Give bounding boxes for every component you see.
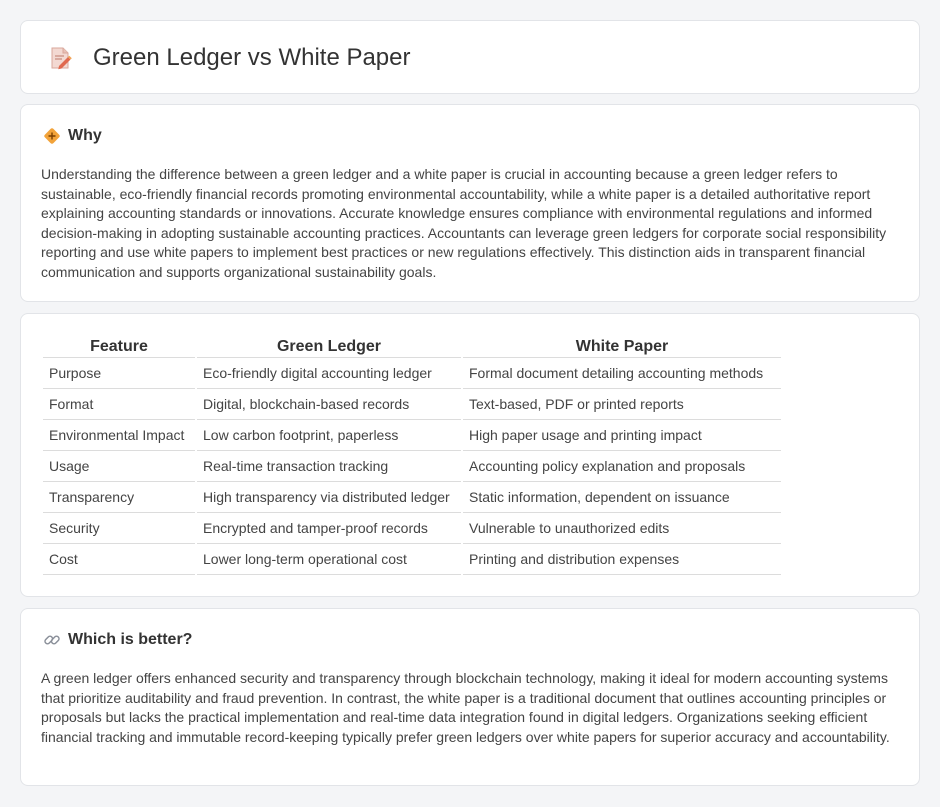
row-feature: Security xyxy=(43,513,195,544)
row-green-ledger: Lower long-term operational cost xyxy=(197,544,461,575)
row-feature: Usage xyxy=(43,451,195,482)
row-green-ledger: High transparency via distributed ledger xyxy=(197,482,461,513)
row-green-ledger: Low carbon footprint, paperless xyxy=(197,420,461,451)
title-card xyxy=(20,20,920,94)
comparison-card xyxy=(20,313,920,597)
row-feature: Environmental Impact xyxy=(43,420,195,451)
row-white-paper: Text-based, PDF or printed reports xyxy=(463,389,781,420)
why-text: Understanding the difference between a green ledger and a white paper is crucial in accounting because a green ledger refers to sustainable, eco-friendly financial records promoting environmental accountability, while a white paper is a detailed authoritative report explaining accounting standards or innovations. Accurate knowledge ensures compliance with environmental regulations and informed decision-making in adopting sustainable accounting practices. Accountants can leverage green ledgers for corporate social responsibility reporting and use white papers to implement best practices or new regulations effectively. This distinction aids in transparent financial communication and supports organizational sustainability goals. xyxy=(41,166,887,280)
better-card xyxy=(20,608,920,786)
row-green-ledger: Eco-friendly digital accounting ledger xyxy=(197,358,461,389)
row-white-paper: Accounting policy explanation and proposals xyxy=(463,451,781,482)
table-row xyxy=(43,513,781,544)
table-header-row xyxy=(43,336,781,358)
why-card xyxy=(20,104,920,302)
row-feature: Purpose xyxy=(43,358,195,389)
row-green-ledger: Digital, blockchain-based records xyxy=(197,389,461,420)
header-green-ledger: Green Ledger xyxy=(197,336,461,358)
row-white-paper: Formal document detailing accounting methods xyxy=(463,358,781,389)
document-pencil-icon xyxy=(47,45,73,71)
better-title: Which is better? xyxy=(68,631,193,648)
header-feature: Feature xyxy=(43,336,195,358)
why-heading xyxy=(43,127,102,145)
row-green-ledger: Real-time transaction tracking xyxy=(197,451,461,482)
row-feature: Format xyxy=(43,389,195,420)
table-row xyxy=(43,358,781,389)
row-white-paper: Static information, dependent on issuance xyxy=(463,482,781,513)
row-white-paper: Printing and distribution expenses xyxy=(463,544,781,575)
table-row xyxy=(43,420,781,451)
page-title: Green Ledger vs White Paper xyxy=(93,44,411,71)
link-icon xyxy=(43,631,61,649)
title-row xyxy=(47,21,411,95)
diamond-arrows-icon xyxy=(43,127,61,145)
row-white-paper: High paper usage and printing impact xyxy=(463,420,781,451)
better-text: A green ledger offers enhanced security and transparency through blockchain technology, making it ideal for modern accounting systems that prioritize auditability and fraud prevention. In contrast, the white paper is a traditional document that outlines accounting principles or proposals but lacks the practical implementation and real-time data integration found in digital ledgers. Organizations seeking efficient financial tracking and immutable record-keeping typically prefer green ledgers over white papers for superior accuracy and accountability. xyxy=(41,670,890,745)
table-row xyxy=(43,544,781,575)
why-title: Why xyxy=(68,127,102,144)
table-row xyxy=(43,482,781,513)
row-white-paper: Vulnerable to unauthorized edits xyxy=(463,513,781,544)
header-white-paper: White Paper xyxy=(463,336,781,358)
row-green-ledger: Encrypted and tamper-proof records xyxy=(197,513,461,544)
table-row xyxy=(43,451,781,482)
comparison-table xyxy=(41,336,783,575)
better-heading xyxy=(43,631,192,649)
row-feature: Cost xyxy=(43,544,195,575)
row-feature: Transparency xyxy=(43,482,195,513)
table-row xyxy=(43,389,781,420)
